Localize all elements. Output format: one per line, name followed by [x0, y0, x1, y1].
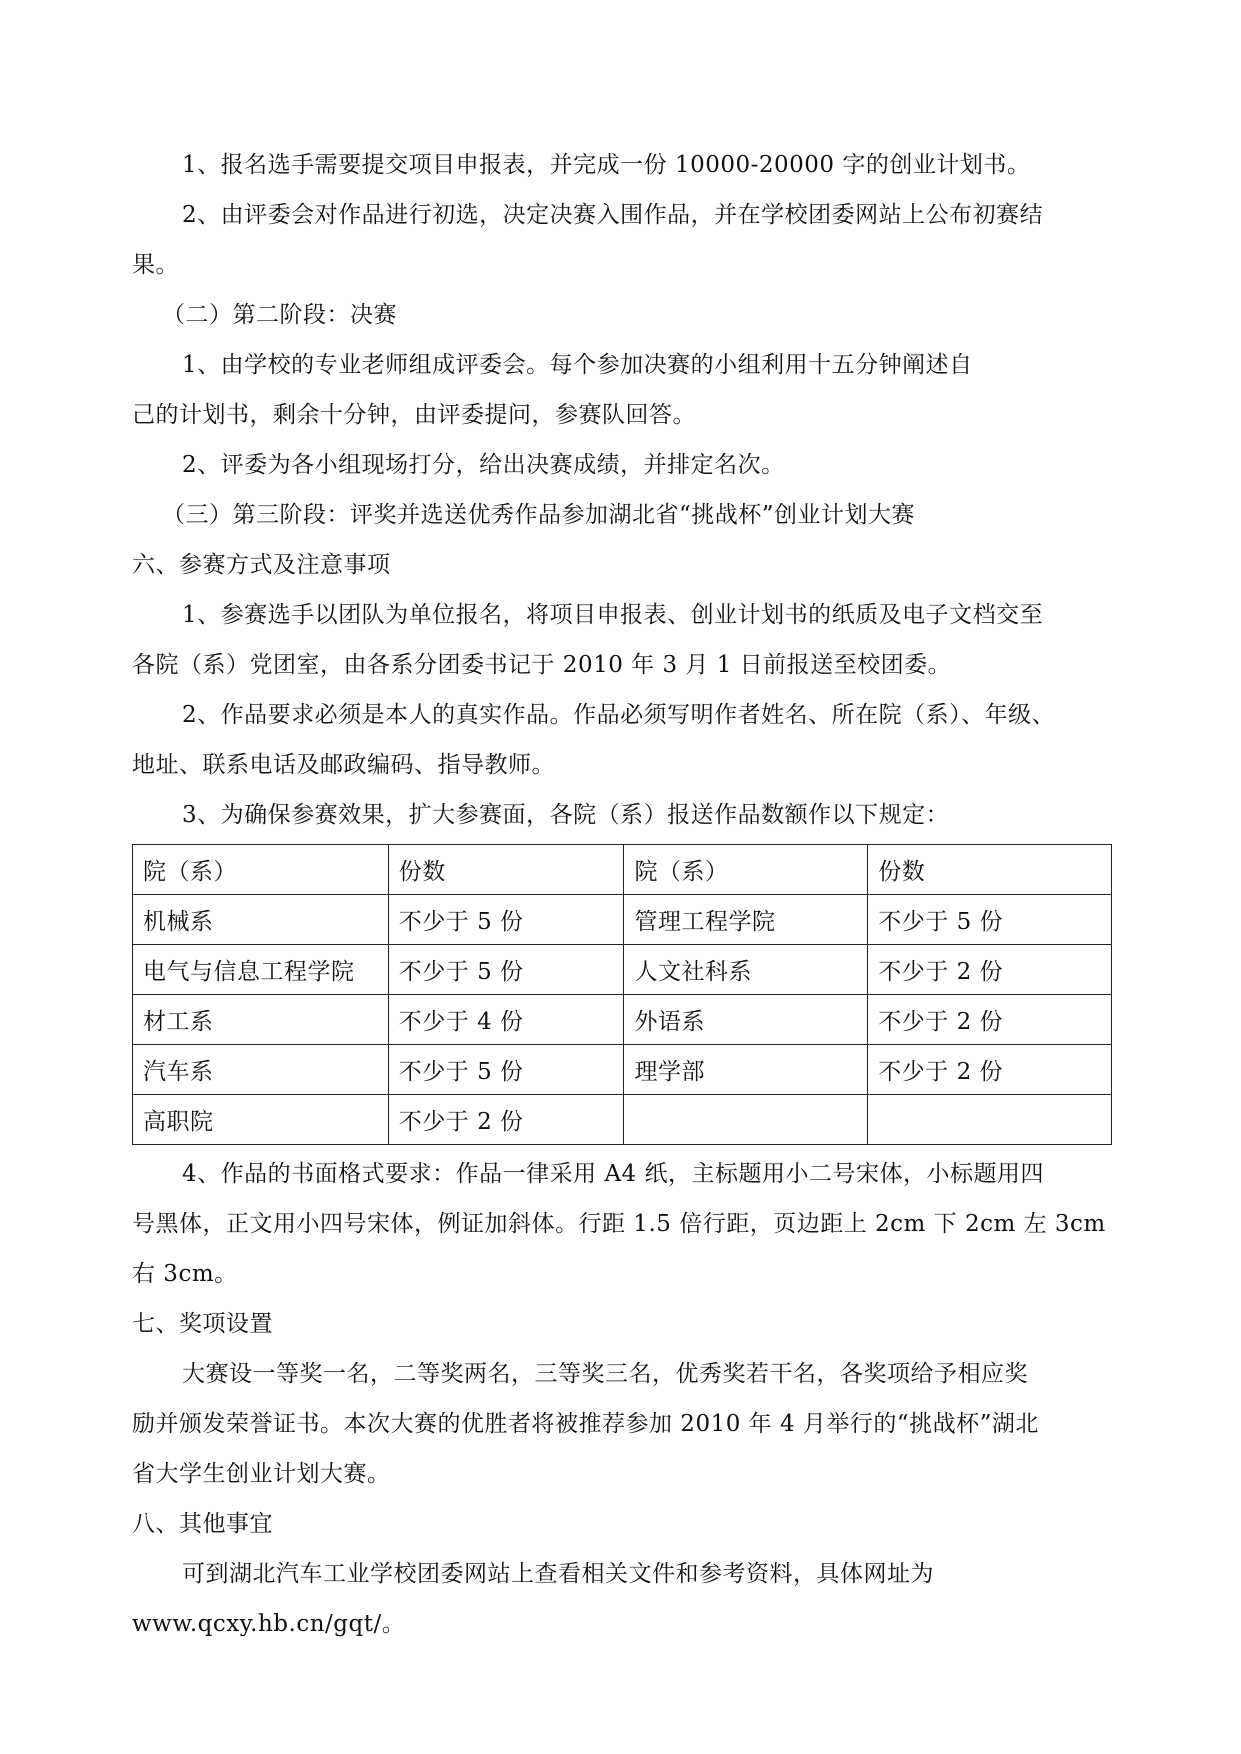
table-cell: 不少于 4 份: [388, 995, 624, 1045]
table-cell: [868, 1095, 1112, 1145]
document-page: [132, 140, 1112, 1649]
stage1-item2-line1: 2、由评委会对作品进行初选，决定决赛入围作品，并在学校团委网站上公布初赛结: [182, 202, 1044, 228]
table-cell: 人文社科系: [624, 945, 868, 995]
table-cell: 材工系: [133, 995, 389, 1045]
table-cell: 电气与信息工程学院: [133, 945, 389, 995]
table-cell: 不少于 2 份: [868, 1045, 1112, 1095]
table-row: [133, 945, 1112, 995]
table-cell: [624, 1095, 868, 1145]
table-cell: 不少于 5 份: [868, 895, 1112, 945]
table-cell: 外语系: [624, 995, 868, 1045]
table-header-cell: 院（系）: [624, 845, 868, 895]
table-cell: 机械系: [133, 895, 389, 945]
stage2-item1-line1: 1、由学校的专业老师组成评委会。每个参加决赛的小组利用十五分钟阐述自: [182, 352, 973, 378]
table-cell: 不少于 2 份: [868, 945, 1112, 995]
quota-table: [132, 844, 1112, 1145]
section6-item1-line1: 1、参赛选手以团队为单位报名，将项目申报表、创业计划书的纸质及电子文档交至: [182, 602, 1044, 628]
section6-heading: 六、参赛方式及注意事项: [132, 552, 391, 578]
section6-item2-line2: 地址、联系电话及邮政编码、指导教师。: [132, 752, 555, 778]
table-row: [133, 895, 1112, 945]
table-header-cell: 份数: [868, 845, 1112, 895]
section7-para-line3: 省大学生创业计划大赛。: [132, 1461, 391, 1487]
stage2-item1-line2: 己的计划书，剩余十分钟，由评委提问，参赛队回答。: [132, 402, 696, 428]
table-cell: 不少于 5 份: [388, 895, 624, 945]
stage1-item1: 1、报名选手需要提交项目申报表，并完成一份 10000-20000 字的创业计划书。: [182, 152, 1031, 178]
section8-url-line: www.qcxy.hb.cn/gqt/。: [132, 1611, 406, 1637]
table-header-row: [133, 845, 1112, 895]
table-header-cell: 院（系）: [133, 845, 389, 895]
table-cell: 汽车系: [133, 1045, 389, 1095]
stage2-heading: （二）第二阶段：决赛: [162, 302, 397, 328]
table-cell: 理学部: [624, 1045, 868, 1095]
table-cell: 不少于 2 份: [868, 995, 1112, 1045]
table-cell: 管理工程学院: [624, 895, 868, 945]
section6-item1-line2: 各院（系）党团室，由各系分团委书记于 2010 年 3 月 1 日前报送至校团委。: [132, 652, 952, 678]
stage1-item2-line2: 果。: [132, 252, 179, 278]
table-cell: 不少于 2 份: [388, 1095, 624, 1145]
section6-item3: 3、为确保参赛效果，扩大参赛面，各院（系）报送作品数额作以下规定：: [182, 802, 950, 828]
section6-item4-line3: 右 3cm。: [132, 1261, 238, 1287]
section7-heading: 七、奖项设置: [132, 1311, 273, 1337]
section6-item4-line2: 号黑体，正文用小四号宋体，例证加斜体。行距 1.5 倍行距，页边距上 2cm 下 2cm 左 3cm: [132, 1211, 1106, 1237]
section8-heading: 八、其他事宜: [132, 1511, 273, 1537]
stage3-heading: （三）第三阶段：评奖并选送优秀作品参加湖北省“挑战杯”创业计划大赛: [162, 502, 916, 528]
table-header-cell: 份数: [388, 845, 624, 895]
table-cell: 高职院: [133, 1095, 389, 1145]
section7-para-line1: 大赛设一等奖一名，二等奖两名，三等奖三名，优秀奖若干名，各奖项给予相应奖: [182, 1361, 1028, 1387]
section6-item2-line1: 2、作品要求必须是本人的真实作品。作品必须写明作者姓名、所在院（系）、年级、: [182, 702, 1056, 728]
table-row: [133, 1095, 1112, 1145]
table-row: [133, 995, 1112, 1045]
table-row: [133, 1045, 1112, 1095]
section7-para-line2: 励并颁发荣誉证书。本次大赛的优胜者将被推荐参加 2010 年 4 月举行的“挑战杯”湖北: [132, 1411, 1039, 1437]
stage2-item2: 2、评委为各小组现场打分，给出决赛成绩，并排定名次。: [182, 452, 785, 478]
section6-item4-line1: 4、作品的书面格式要求：作品一律采用 A4 纸，主标题用小二号宋体，小标题用四: [182, 1161, 1044, 1187]
section8-para-line1: 可到湖北汽车工业学校团委网站上查看相关文件和参考资料，具体网址为: [182, 1561, 934, 1587]
table-cell: 不少于 5 份: [388, 1045, 624, 1095]
table-cell: 不少于 5 份: [388, 945, 624, 995]
